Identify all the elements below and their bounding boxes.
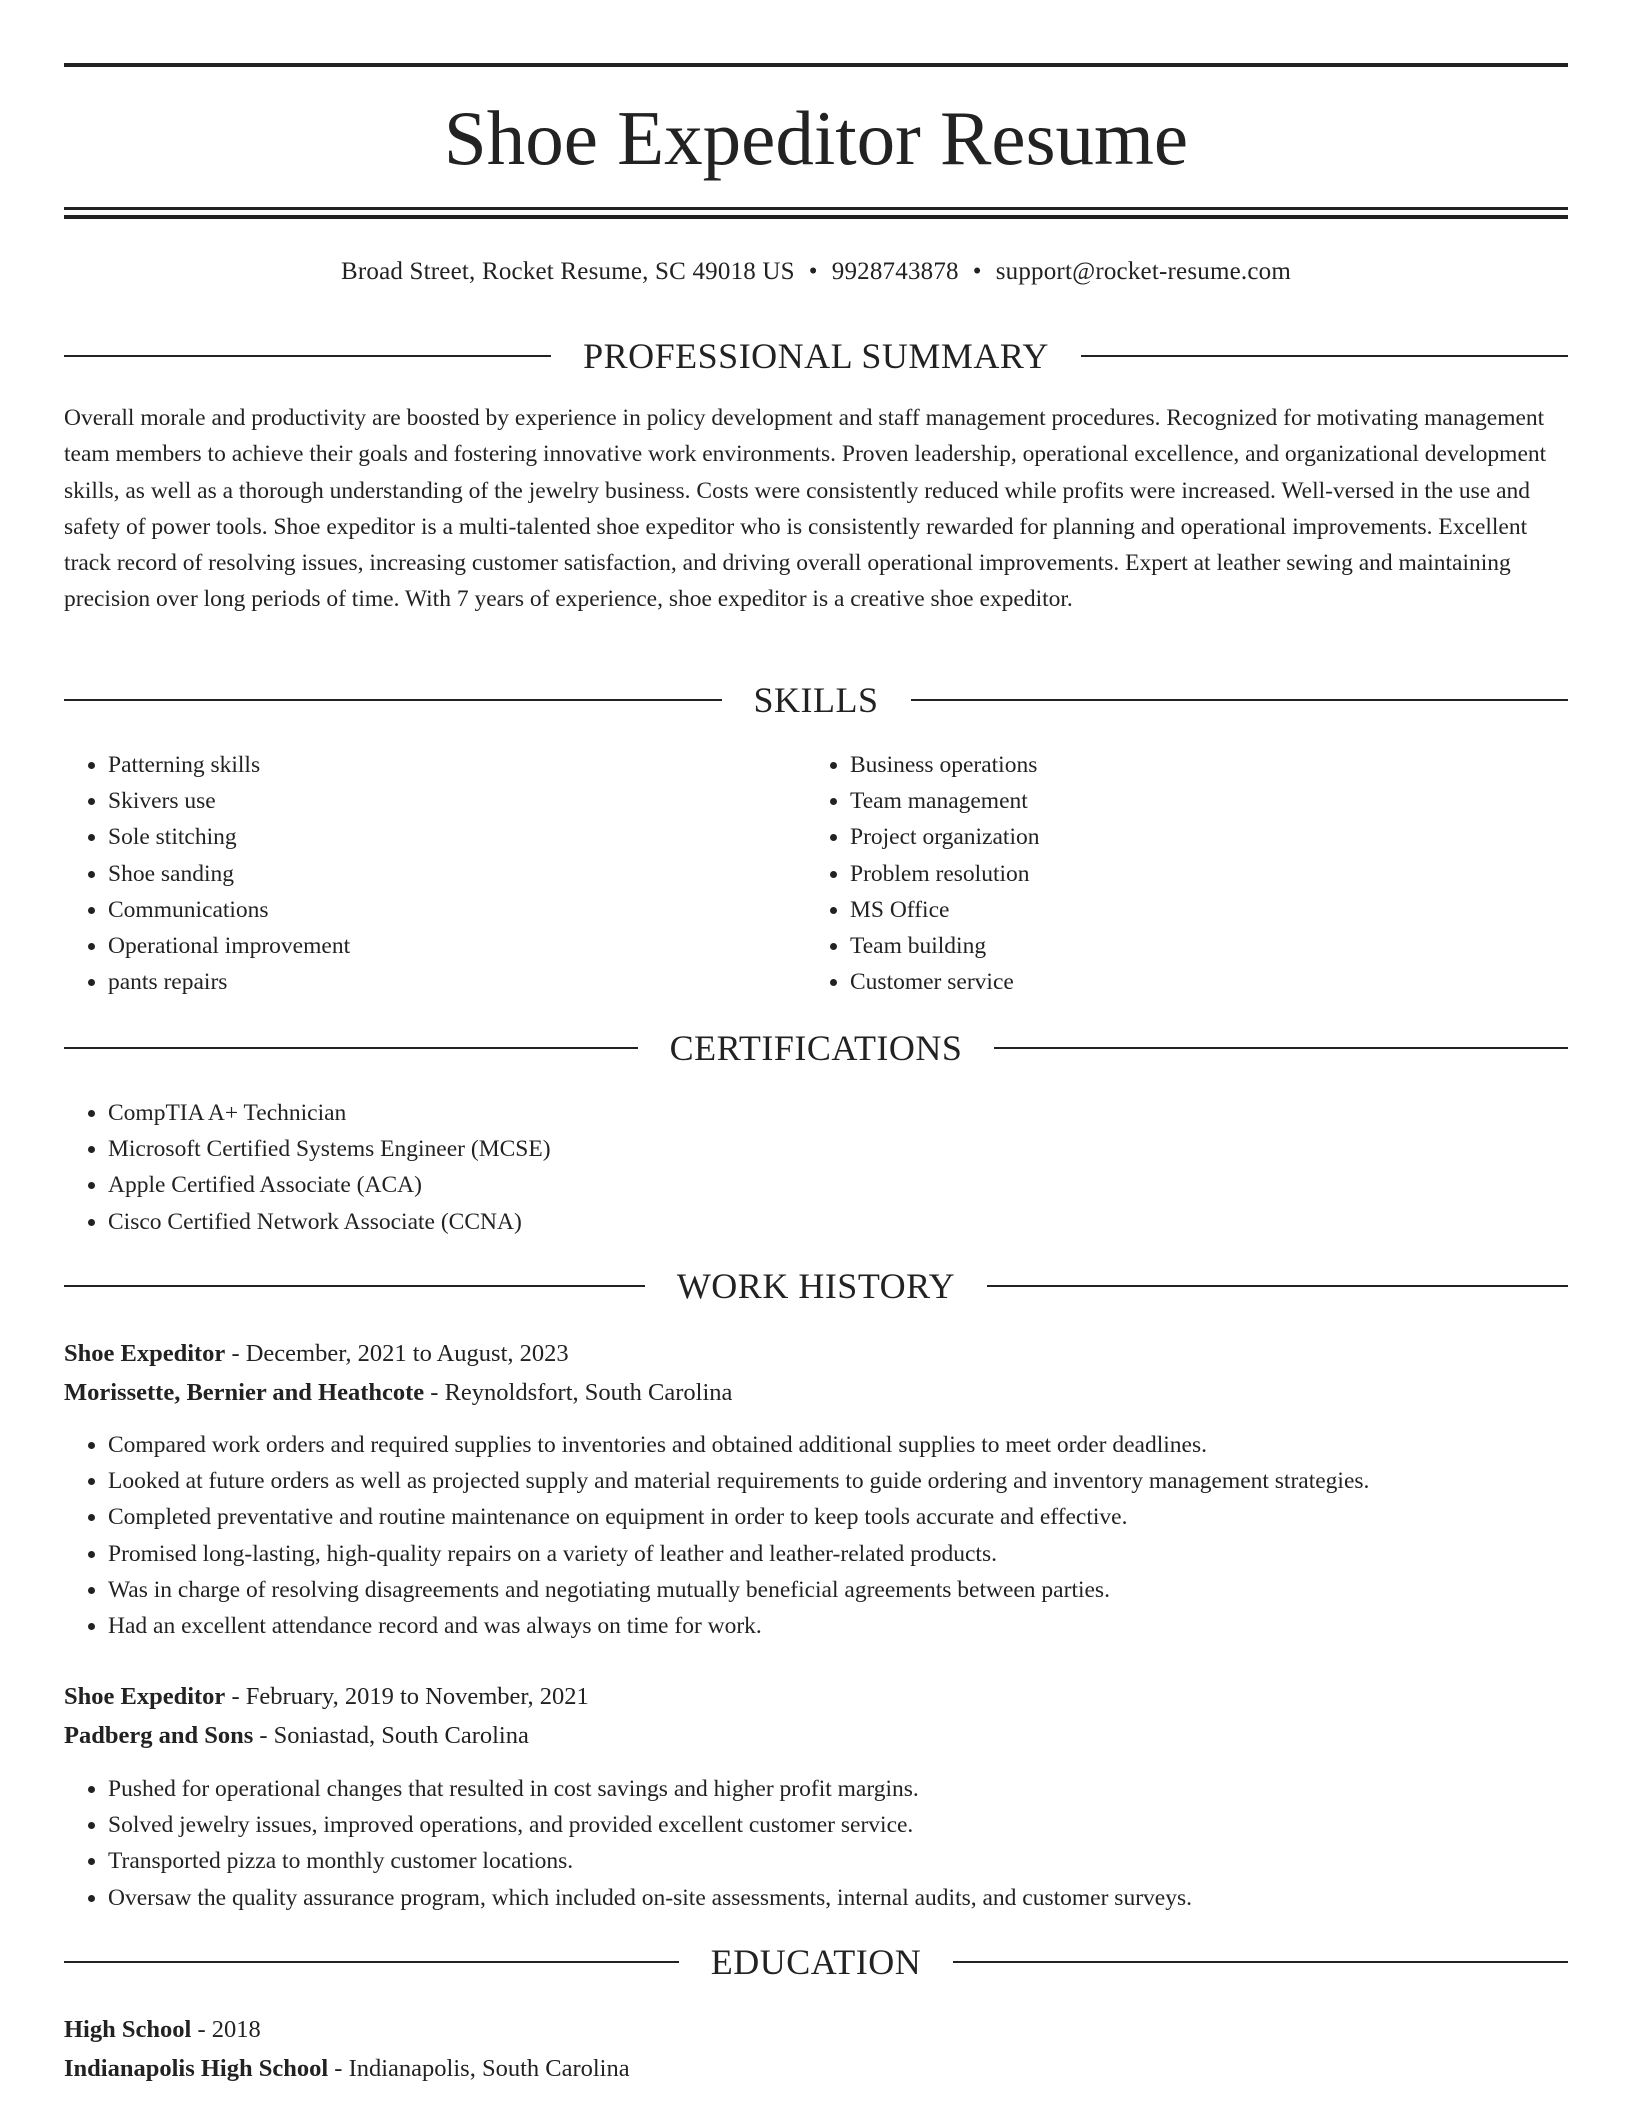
skills-list-left [64, 747, 350, 1000]
heading-rule-right [953, 1961, 1568, 1963]
skills-list-right [806, 747, 1039, 1000]
job-company: Morissette, Bernier and Heathcote [64, 1379, 425, 1406]
skill-item: • Team management [850, 783, 1039, 819]
section-title: CERTIFICATIONS [669, 1028, 963, 1068]
skill-item: • Business operations [850, 747, 1039, 783]
education-school: Indianapolis High School [64, 2055, 329, 2082]
education-year: - 2018 [191, 2016, 261, 2043]
job-company-line [64, 1375, 732, 1411]
contact-email: support@rocket-resume.com [995, 258, 1291, 285]
heading-rule-left [64, 355, 551, 357]
job-dates: - December, 2021 to August, 2023 [225, 1340, 569, 1367]
skill-item: • Communications [108, 892, 350, 928]
job-duties-list [64, 1427, 1369, 1644]
section-heading-skills [64, 678, 1568, 722]
heading-rule-right [1081, 355, 1568, 357]
job-duty-item: • Solved jewelry issues, improved operations, and provided excellent customer service. [108, 1807, 1192, 1843]
contact-phone: 9928743878 [831, 258, 959, 285]
summary-text: Overall morale and productivity are boosted by experience in policy development and staff management procedures. Recognized for motivating management team members to achieve their goals and fostering innovative work environments. Proven leadership, operational excellence, and organizational development skills, as well as a thorough understanding of the jewelry business. Costs were consistently reduced while profits were increased. Well-versed in the use and safety of power tools. Shoe expeditor is a multi-talented shoe expeditor who is consistently rewarded for planning and operational improvements. Excellent track record of resolving issues, increasing customer satisfaction, and driving overall operational improvements. Expert at leather sewing and maintaining precision over long periods of time. With 7 years of experience, shoe expeditor is a creative shoe expeditor. [64, 405, 1547, 613]
certification-item: • Apple Certified Associate (ACA) [108, 1167, 551, 1203]
heading-rule-right [987, 1285, 1568, 1287]
certification-item: • Microsoft Certified Systems Engineer (MCSE) [108, 1131, 551, 1167]
job-location: - Soniastad, South Carolina [253, 1722, 529, 1749]
heading-rule-left [64, 1285, 645, 1287]
job-duty-item: • Had an excellent attendance record and was always on time for work. [108, 1608, 1369, 1644]
heading-rule-right [994, 1047, 1568, 1049]
skill-item: • Patterning skills [108, 747, 350, 783]
contact-address: Broad Street, Rocket Resume, SC 49018 US [340, 258, 795, 285]
job-title-line [64, 1336, 569, 1372]
certification-item: • CompTIA A+ Technician [108, 1095, 551, 1131]
heading-rule-right [911, 699, 1569, 701]
skill-item: • Shoe sanding [108, 856, 350, 892]
skill-item: • Project organization [850, 819, 1039, 855]
job-title-line [64, 1679, 589, 1715]
section-title: WORK HISTORY [676, 1266, 956, 1306]
section-title: EDUCATION [710, 1942, 922, 1982]
skill-item: • Operational improvement [108, 928, 350, 964]
job-duty-item: • Was in charge of resolving disagreements and negotiating mutually beneficial agreements between parties. [108, 1572, 1369, 1608]
contact-line [64, 254, 1568, 290]
job-duty-item: • Pushed for operational changes that resulted in cost savings and higher profit margins. [108, 1771, 1192, 1807]
section-heading-certifications [64, 1026, 1568, 1070]
heading-rule-left [64, 1047, 638, 1049]
education-degree-line [64, 2012, 261, 2048]
job-title: Shoe Expeditor [64, 1340, 226, 1367]
title-rule-upper [64, 207, 1568, 210]
skill-item: • MS Office [850, 892, 1039, 928]
job-location: - Reynoldsfort, South Carolina [424, 1379, 733, 1406]
job-duty-item: • Looked at future orders as well as projected supply and material requirements to guide ordering and inventory management strategies. [108, 1463, 1369, 1499]
heading-rule-left [64, 699, 722, 701]
title-rule-lower [64, 215, 1568, 219]
job-company: Padberg and Sons [64, 1722, 254, 1749]
contact-separator: • [808, 258, 818, 285]
section-heading-work-history [64, 1264, 1568, 1308]
job-duty-item: • Promised long-lasting, high-quality repairs on a variety of leather and leather-related products. [108, 1536, 1369, 1572]
job-duty-item: • Transported pizza to monthly customer locations. [108, 1843, 1192, 1879]
skill-item: • Problem resolution [850, 856, 1039, 892]
resume-title: Shoe Expeditor Resume [443, 95, 1189, 181]
heading-rule-left [64, 1961, 679, 1963]
skill-item: • Sole stitching [108, 819, 350, 855]
skill-item: • Skivers use [108, 783, 350, 819]
job-duties-list [64, 1771, 1192, 1916]
top-rule [64, 63, 1568, 67]
job-duty-item: • Oversaw the quality assurance program, which included on-site assessments, internal audits, and customer surveys. [108, 1880, 1192, 1916]
job-duty-item: • Completed preventative and routine maintenance on equipment in order to keep tools accurate and effective. [108, 1499, 1369, 1535]
education-location: - Indianapolis, South Carolina [328, 2055, 630, 2082]
education-degree: High School [64, 2016, 192, 2043]
section-heading-summary [64, 334, 1568, 378]
contact-separator: • [972, 258, 982, 285]
job-dates: - February, 2019 to November, 2021 [225, 1683, 589, 1710]
section-title: PROFESSIONAL SUMMARY [583, 336, 1049, 376]
job-company-line [64, 1718, 529, 1754]
certification-item: • Cisco Certified Network Associate (CCNA) [108, 1204, 551, 1240]
skill-item: • Customer service [850, 964, 1039, 1000]
education-school-line [64, 2051, 630, 2087]
job-duty-item: • Compared work orders and required supplies to inventories and obtained additional supplies to meet order deadlines. [108, 1427, 1369, 1463]
certifications-list [64, 1095, 551, 1240]
skill-item: • pants repairs [108, 964, 350, 1000]
section-title: SKILLS [753, 680, 879, 720]
section-heading-education [64, 1940, 1568, 1984]
skill-item: • Team building [850, 928, 1039, 964]
job-title: Shoe Expeditor [64, 1683, 226, 1710]
